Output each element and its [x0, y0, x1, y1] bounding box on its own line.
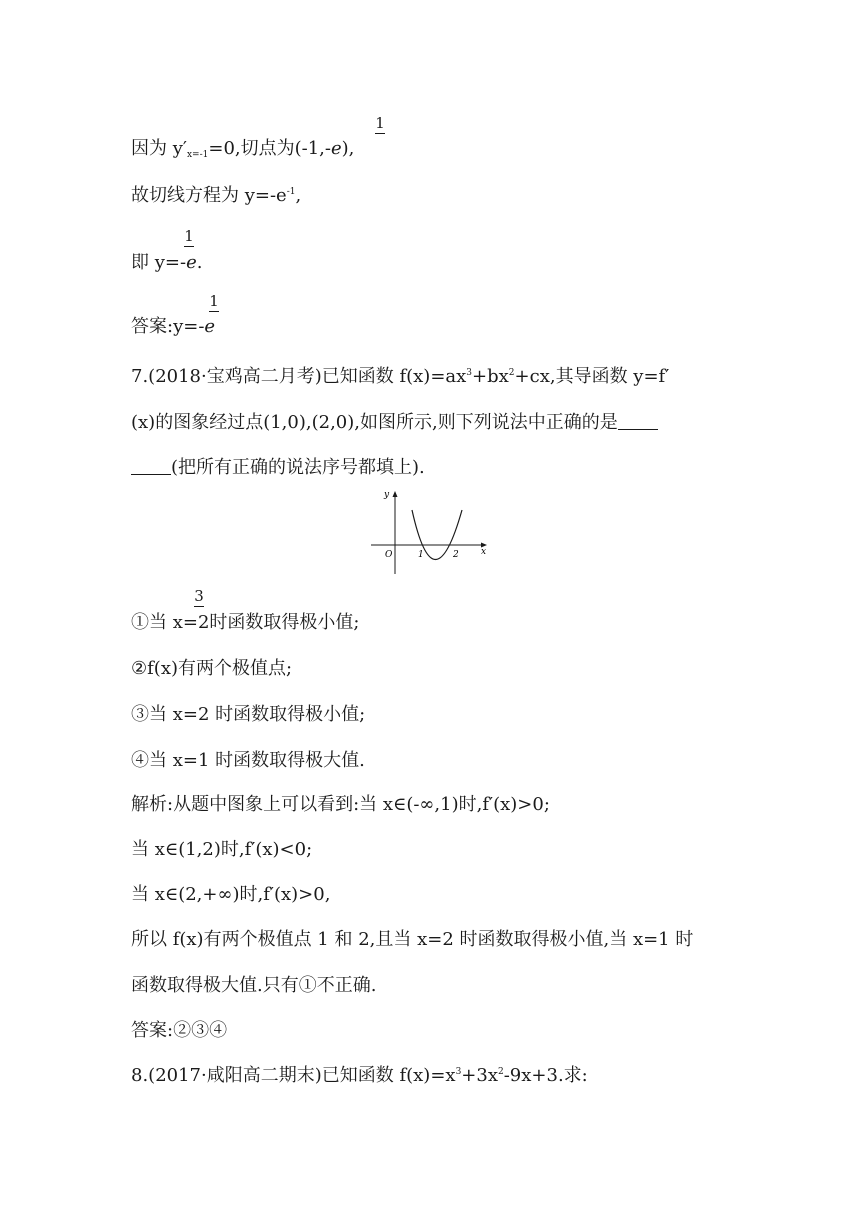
- solution-line-3: 当 x∈(2,+∞)时,f′(x)>0,: [131, 884, 331, 905]
- fraction-1-over-e: 1: [209, 292, 219, 310]
- answer-6: 答案:y=-e: [131, 316, 216, 337]
- answer-7: 答案:②③④: [131, 1020, 228, 1041]
- option-4: ④当 x=1 时函数取得极大值.: [131, 750, 365, 771]
- question-7-line-1: 7.(2018·宝鸡高二月考)已知函数 $f(x)=ax^3+bx^2+cx$,其导函数 y=f′: [131, 366, 670, 387]
- y-label: y: [384, 490, 390, 500]
- x-label: x: [481, 547, 487, 557]
- derivative-graph: [366, 486, 492, 578]
- tick-label-1: 1: [418, 550, 424, 560]
- question-7-line-3: (把所有正确的说法序号都填上).: [131, 459, 425, 477]
- origin-label: O: [385, 550, 393, 560]
- y-axis-arrow: [393, 491, 398, 497]
- solution-line-2: 当 x∈(1,2)时,f′(x)<0;: [131, 839, 313, 860]
- tick-label-2: 2: [453, 550, 459, 560]
- line-tangent-equation: 故切线方程为 $y=-e^{-1}$,: [131, 185, 302, 206]
- fraction-denominator: e: [331, 138, 342, 159]
- fraction-bar: [375, 133, 385, 134]
- fraction-3-over-2: 3: [194, 587, 204, 605]
- line-simplified: 即 y=-e.: [131, 252, 203, 273]
- solution-line-4: 所以 f(x)有两个极值点 1 和 2,且当 x=2 时函数取得极小值,当 x=1 时: [131, 929, 694, 950]
- answer-blank: [131, 460, 171, 475]
- question-7-line-2: (x)的图象经过点(1,0),(2,0),如图所示,则下列说法中正确的是: [131, 414, 658, 432]
- option-2: ②f(x)有两个极值点;: [131, 658, 293, 679]
- fraction-1-over-e: 1: [375, 114, 385, 132]
- option-1: ①当 x=2时函数取得极小值;: [131, 612, 360, 633]
- option-3: ③当 x=2 时函数取得极小值;: [131, 704, 366, 725]
- fraction-1-over-e: 1: [184, 227, 194, 245]
- solution-line-5: 函数取得极大值.只有①不正确.: [131, 975, 377, 996]
- line-tangent-point: 因为 $y'_{x=-1}=0$,切点为(-1,-e),: [131, 138, 355, 160]
- solution-line-1: 解析:从题中图象上可以看到:当 x∈(-∞,1)时,f′(x)>0;: [131, 794, 550, 815]
- answer-blank: [618, 415, 658, 430]
- fraction-denominator: 2: [197, 612, 210, 633]
- question-8: 8.(2017·咸阳高二期末)已知函数 $f(x)=x^3+3x^2-9x+3$.求:: [131, 1065, 588, 1086]
- subscript: x=-1: [186, 150, 209, 160]
